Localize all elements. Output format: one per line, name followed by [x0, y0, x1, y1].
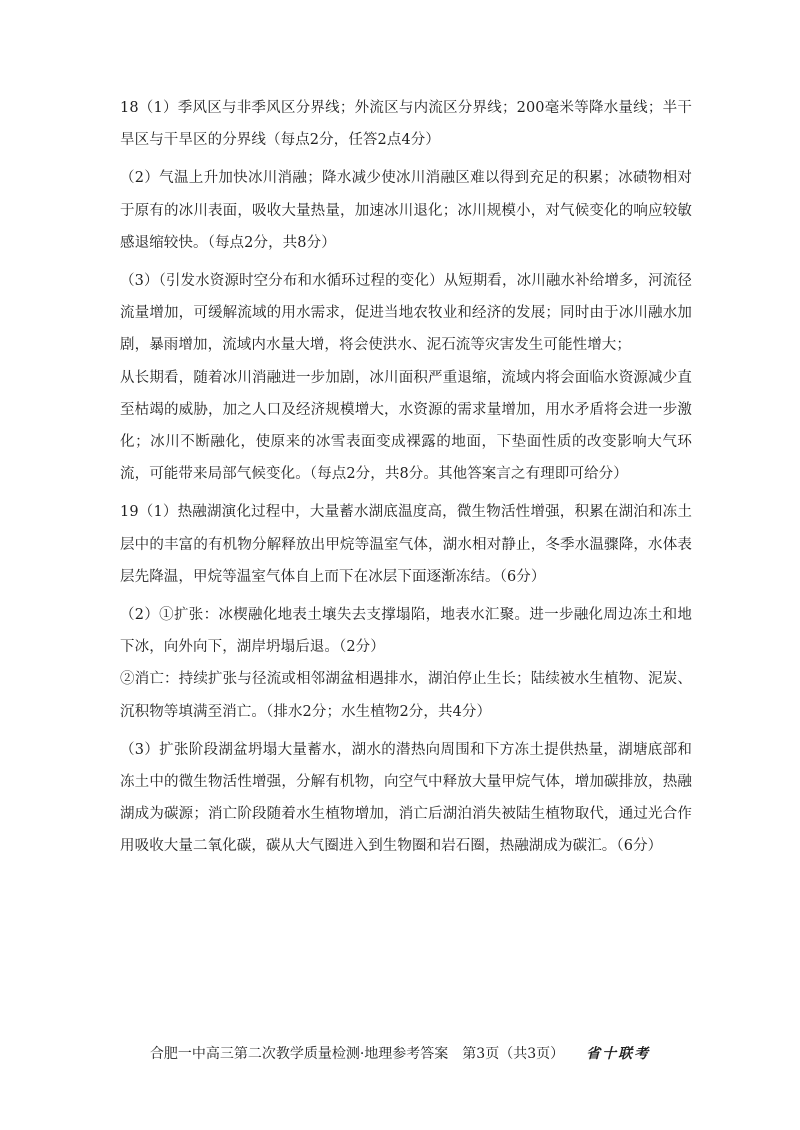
q18-part3-short-term: （3）（引发水资源时空分布和水循环过程的变化）从短期看，冰川融水补给增多，河流径流量增加，可缓解流域的用水需求，促进当地农牧业和经济的发展；同时由于冰川融水加剧，暴雨增加，流域内水量大增，将会使洪水、泥石流等灾害发生可能性增大；: [120, 273, 692, 354]
question-19: [120, 496, 692, 862]
q18-part2: （2）气温上升加快冰川消融；降水减少使冰川消融区难以得到充足的积累；冰碛物相对于原有的冰川表面，吸收大量热量，加速冰川退化；冰川规模小，对气候变化的响应较敏感退缩较快。（每点2分，共8分）: [120, 170, 692, 251]
q19-part1: 19（1）热融湖演化过程中，大量蓄水湖底温度高，微生物活性增强，积累在湖泊和冻土层中的丰富的有机物分解释放出甲烷等温室气体，湖水相对静止，冬季水温骤降，水体表层先降温，甲烷等温室气体自上而下在冰层下面逐渐冻结。（6分）: [120, 504, 692, 585]
q18-part3-long-term: 从长期看，随着冰川消融进一步加剧，冰川面积严重退缩，流域内将会面临水资源减少直至枯竭的威胁，加之人口及经济规模增大，水资源的需求量增加，用水矛盾将会进一步激化；冰川不断融化，使原来的冰雪表面变成裸露的地面，下垫面性质的改变影响大气环流，可能带来局部气候变化。（每点2分，共8分。其他答案言之有理即可给分）: [120, 369, 692, 483]
answer-content: [120, 92, 692, 863]
q19-part2-expansion: （2）①扩张：冰楔融化地表土壤失去支撑塌陷，地表水汇聚。进一步融化周边冻土和地下冰，向外向下，湖岸坍塌后退。（2分）: [120, 607, 692, 656]
exam-alliance-mark: 省十联考: [586, 1046, 651, 1062]
q19-part3: （3）扩张阶段湖盆坍塌大量蓄水，湖水的潜热向周围和下方冻土提供热量，湖塘底部和冻土中的微生物活性增强，分解有机物，向空气中释放大量甲烷气体，增加碳排放，热融湖成为碳源；消亡阶段随着水生植物增加，消亡后湖泊消失被陆生植物取代，通过光合作用吸收大量二氧化碳，碳从大气圈进入到生物圈和岩石圈，热融湖成为碳汇。（6分）: [120, 741, 692, 855]
q18-part1: 18（1）季风区与非季风区分界线；外流区与内流区分界线；200毫米等降水量线；半干旱区与干旱区的分界线（每点2分，任答2点4分）: [120, 100, 692, 149]
q19-part2-extinction: ②消亡：持续扩张与径流或相邻湖盆相遇排水，湖泊停止生长；陆续被水生植物、泥炭、沉积物等填满至消亡。（排水2分；水生植物2分，共4分）: [120, 671, 692, 720]
page-footer: [0, 1043, 800, 1063]
question-18: [120, 92, 692, 490]
footer-text: 合肥一中高三第二次教学质量检测·地理参考答案 第3页（共3页）: [149, 1046, 565, 1062]
